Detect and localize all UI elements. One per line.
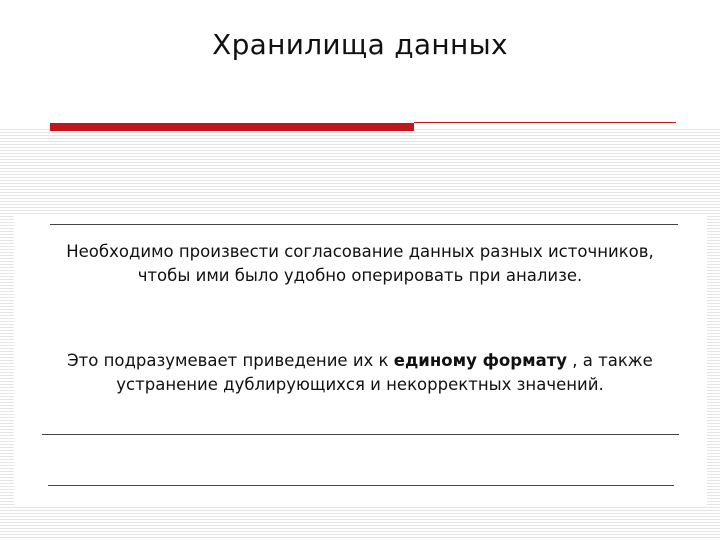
divider-bottom-accent bbox=[48, 485, 674, 486]
title-accent-bar bbox=[50, 123, 414, 131]
slide-title: Хранилища данных bbox=[212, 28, 508, 61]
paragraph-2-end: , а также устранение дублирующихся и некорректных значений. bbox=[116, 351, 653, 394]
paragraph-2-start: Это подразумевает приведение их к bbox=[67, 351, 394, 370]
paragraph-1: Необходимо произвести согласование данных разных источников, чтобы ими было удобно оперировать при анализе. bbox=[66, 242, 654, 285]
paragraph-2-emphasis: единому формату bbox=[393, 351, 568, 370]
paragraph-2 bbox=[40, 349, 680, 397]
divider-middle bbox=[42, 434, 679, 435]
title-accent-line bbox=[414, 122, 676, 123]
divider-top bbox=[50, 224, 678, 225]
